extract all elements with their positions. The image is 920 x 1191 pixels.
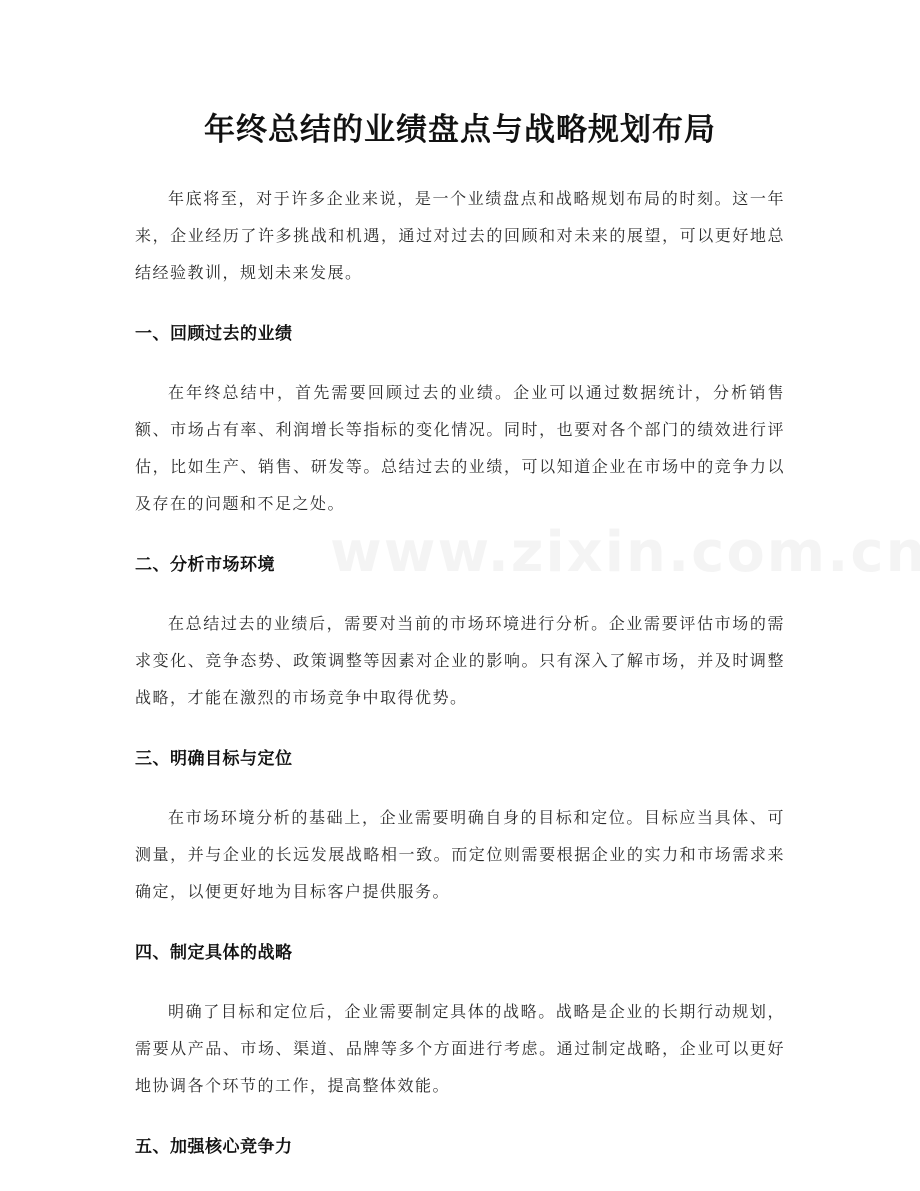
section-heading: 一、回顾过去的业绩 xyxy=(135,324,293,344)
section-core-competitiveness xyxy=(135,1129,785,1165)
intro-paragraph: 年底将至，对于许多企业来说，是一个业绩盘点和战略规划布局的时刻。这一年来，企业经历了许多挑战和机遇，通过对过去的回顾和对未来的展望，可以更好地总结经验教训，规划未来发展。 xyxy=(135,189,785,282)
section-review-performance xyxy=(135,316,785,522)
section-heading: 二、分析市场环境 xyxy=(135,555,275,575)
section-strategy xyxy=(135,935,785,1104)
document-title: 年终总结的业绩盘点与战略规划布局 xyxy=(204,112,716,148)
section-heading: 四、制定具体的战略 xyxy=(135,943,293,963)
section-heading: 三、明确目标与定位 xyxy=(135,749,293,769)
section-body: 在市场环境分析的基础上，企业需要明确自身的目标和定位。目标应当具体、可测量，并与企业的长远发展战略相一致。而定位则需要根据企业的实力和市场需求来确定，以便更好地为目标客户提供服务。 xyxy=(135,808,785,901)
section-body: 在年终总结中，首先需要回顾过去的业绩。企业可以通过数据统计，分析销售额、市场占有率、利润增长等指标的变化情况。同时，也要对各个部门的绩效进行评估，比如生产、销售、研发等。总结过去的业绩，可以知道企业在市场中的竞争力以及存在的问题和不足之处。 xyxy=(135,383,785,513)
section-market-analysis xyxy=(135,547,785,716)
section-goals-positioning xyxy=(135,741,785,910)
section-body: 在总结过去的业绩后，需要对当前的市场环境进行分析。企业需要评估市场的需求变化、竞争态势、政策调整等因素对企业的影响。只有深入了解市场，并及时调整战略，才能在激烈的市场竞争中取得优势。 xyxy=(135,614,785,707)
section-heading: 五、加强核心竞争力 xyxy=(135,1137,293,1157)
section-body: 明确了目标和定位后，企业需要制定具体的战略。战略是企业的长期行动规划，需要从产品、市场、渠道、品牌等多个方面进行考虑。通过制定战略，企业可以更好地协调各个环节的工作，提高整体效能。 xyxy=(135,1002,785,1095)
